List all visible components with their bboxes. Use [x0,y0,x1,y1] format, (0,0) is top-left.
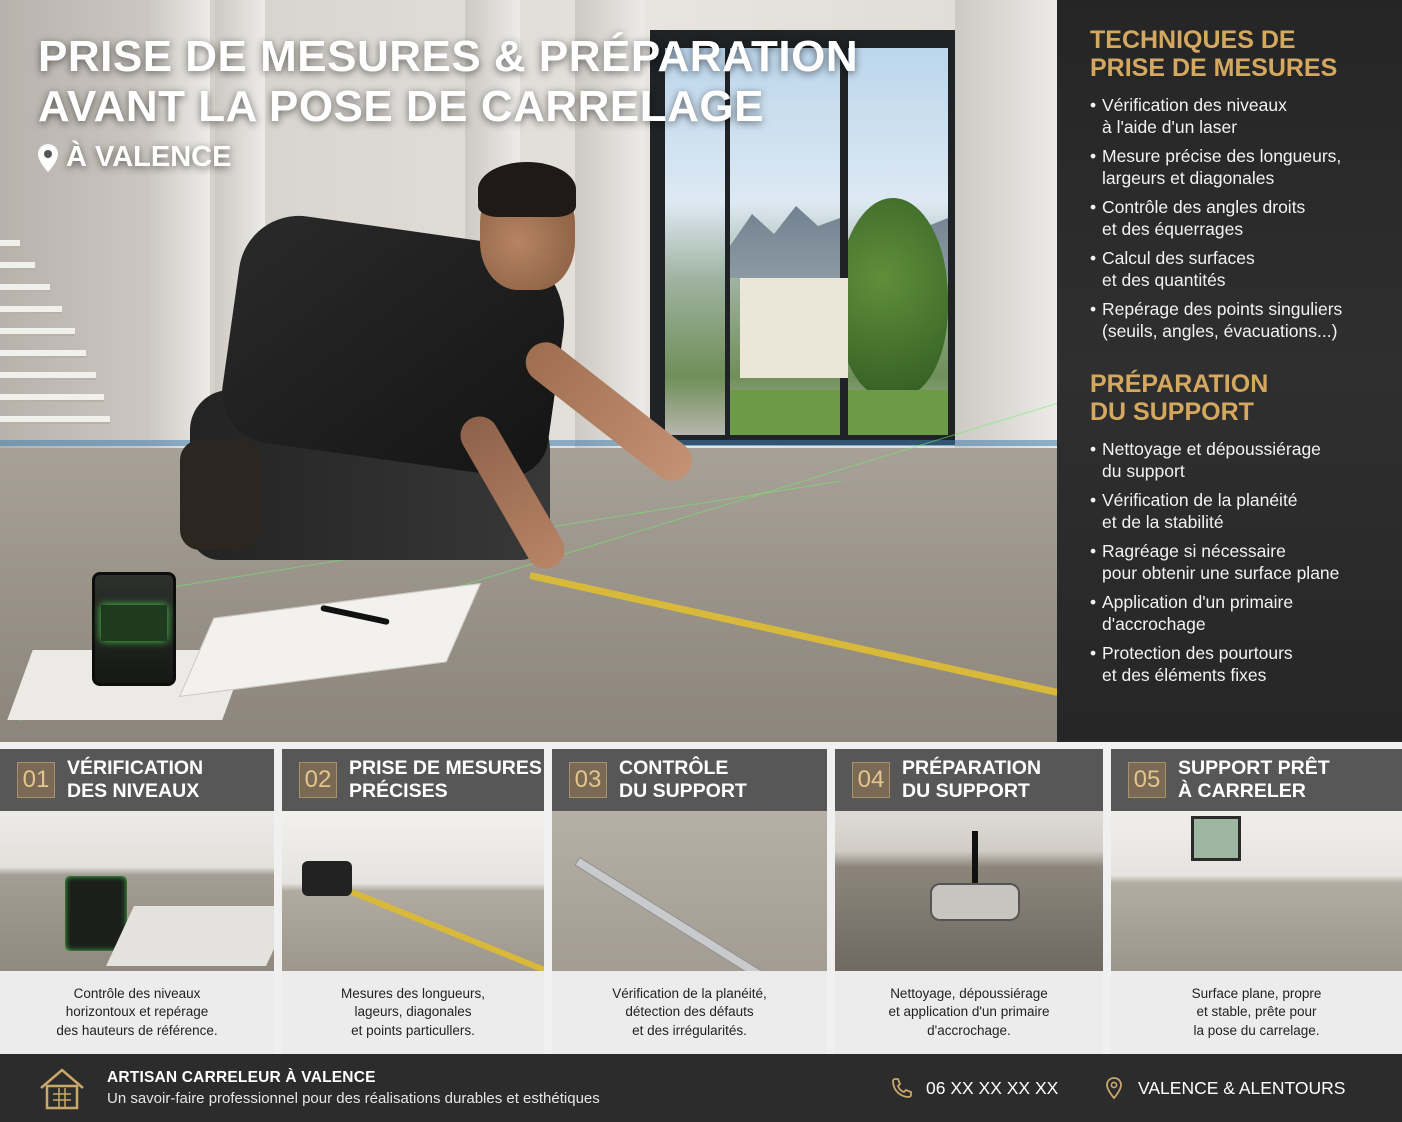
steps-row [0,742,1402,1054]
list-item: • Contrôle des angles droits et des équerrages [1090,196,1402,240]
techniques-heading: TECHNIQUES DE PRISE DE MESURES [1090,26,1338,82]
staircase [0,230,110,450]
tiler-worker [170,160,690,580]
phone-icon [890,1076,914,1100]
step-header [1111,749,1402,811]
service-area [1102,1076,1345,1100]
location-pin-icon [38,144,58,172]
list-item: • Mesure précise des longueurs, largeurs et diagonales [1090,145,1402,189]
list-item: • Vérification de la planéité et de la stabilité [1090,489,1402,533]
step-title: SUPPORT PRÊT À CARRELER [1178,757,1330,802]
location-pin-icon [1102,1076,1126,1100]
step-description: Surface plane, propre et stable, prête pour la pose du carrelage. [1111,971,1402,1054]
brand-tagline: Un savoir-faire professionnel pour des réalisations durables et esthétiques [107,1090,600,1107]
step-title: VÉRIFICATION DES NIVEAUX [67,757,204,802]
preparation-list [1090,438,1402,686]
step-card-01 [0,749,274,1054]
step-photo-empty-room [1111,811,1402,971]
hero-location: À VALENCE [38,141,231,174]
service-area-label: VALENCE & ALENTOURS [1138,1077,1346,1098]
step-header [835,749,1103,811]
step-number: 01 [17,762,55,798]
step-card-05 [1111,749,1402,1054]
house-logo-icon [37,1066,87,1110]
phone-number[interactable]: 06 XX XX XX XX [926,1077,1059,1098]
step-card-03 [552,749,827,1054]
footer [0,1054,1402,1122]
step-header [552,749,827,811]
step-description: Mesures des longueurs, lageurs, diagonales et points particullers. [282,971,544,1054]
step-number: 04 [852,762,890,798]
list-item: • Protection des pourtours et des éléments fixes [1090,642,1402,686]
preparation-heading: PRÉPARATION DU SUPPORT [1090,370,1269,426]
page-title: PRISE DE MESURES & PRÉPARATION AVANT LA POSE DE CARRELAGE [38,32,859,131]
info-panel [1057,0,1402,742]
step-header [0,749,274,811]
list-item: • Vérification des niveaux à l'aide d'un laser [1090,94,1402,138]
list-item: • Ragréage si nécessaire pour obtenir une surface plane [1090,540,1402,584]
step-card-04 [835,749,1103,1054]
laser-level [92,572,176,686]
step-photo-tape-measure [282,811,544,971]
step-title: PRISE DE MESURES PRÉCISES [349,757,542,802]
phone-contact[interactable] [890,1076,1058,1100]
brand-name: ARTISAN CARRELEUR À VALENCE [107,1069,376,1086]
step-title: PRÉPARATION DU SUPPORT [902,757,1042,802]
list-item: • Calcul des surfaces et des quantités [1090,247,1402,291]
step-number: 05 [1128,762,1166,798]
step-header [282,749,544,811]
brand-block [107,1069,600,1107]
techniques-list [1090,94,1402,342]
step-description: Contrôle des niveaux horizontoux et repérage des hauteurs de référence. [0,971,274,1054]
step-photo-laser-level [0,811,274,971]
list-item: • Repérage des points singuliers (seuils, angles, évacuations...) [1090,298,1402,342]
step-card-02 [282,749,544,1054]
step-number: 02 [299,762,337,798]
step-number: 03 [569,762,607,798]
list-item: • Nettoyage et dépoussiérage du support [1090,438,1402,482]
list-item: • Application d'un primaire d'accrochage [1090,591,1402,635]
step-photo-primer-roller [835,811,1103,971]
step-title: CONTRÔLE DU SUPPORT [619,757,747,802]
step-description: Nettoyage, dépoussiérage et application d'un primaire d'accrochage. [835,971,1103,1054]
step-description: Vérification de la planéité, détection des défauts et des irrégularités. [552,971,827,1054]
step-photo-straightedge [552,811,827,971]
